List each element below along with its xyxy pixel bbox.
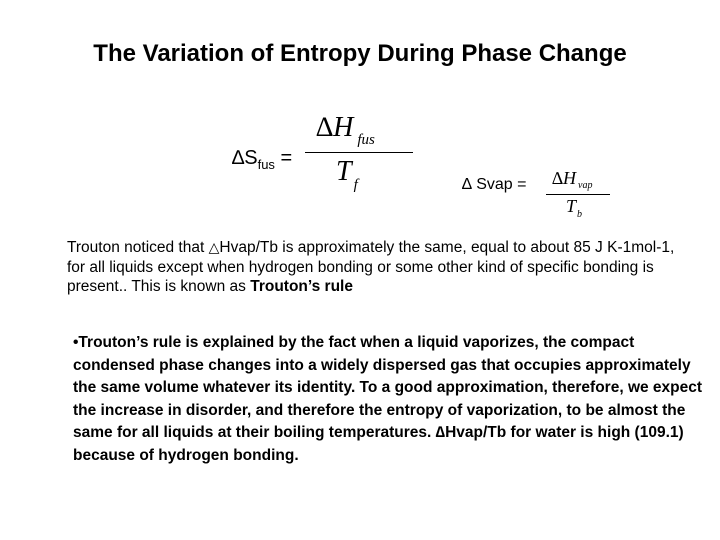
entropy-fusion-lhs bbox=[232, 147, 292, 170]
trouton-rule-explanation bbox=[73, 332, 718, 467]
bullet-text-end: Hvap/Tb for water is high (109.1) because of hydrogen bonding. bbox=[73, 424, 684, 464]
trouton-paragraph bbox=[67, 238, 687, 297]
delta-icon: △ bbox=[208, 239, 220, 255]
fusion-subscript: fus bbox=[257, 157, 275, 172]
equals-sign: = bbox=[280, 147, 293, 169]
delta-symbol: ∆ bbox=[232, 147, 245, 169]
fusion-temperature-denominator bbox=[336, 156, 358, 193]
delta-icon: ∆ bbox=[435, 424, 446, 441]
delta-symbol: ∆ bbox=[316, 112, 334, 143]
enthalpy-symbol: H bbox=[563, 168, 577, 188]
temperature-symbol: T bbox=[566, 196, 577, 216]
enthalpy-symbol: H bbox=[333, 112, 354, 143]
fraction-bar bbox=[546, 194, 610, 195]
fraction-bar bbox=[305, 152, 413, 153]
enthalpy-vaporization-numerator bbox=[552, 168, 593, 191]
boiling-temperature-denominator bbox=[566, 196, 583, 220]
entropy-vaporization-lhs: ∆ Svap = bbox=[462, 176, 527, 193]
paragraph-text-end: Hvap/Tb is approximately the same, equal to about 85 J K-1mol-1, for all liquids except when hydrogen bonding or some other kind of specific bonding is present.. This is known as bbox=[67, 239, 675, 295]
slide-title: The Variation of Entropy During Phase Change bbox=[93, 40, 627, 67]
temperature-subscript: b bbox=[577, 209, 583, 220]
fusion-subscript: fus bbox=[357, 132, 375, 148]
vaporization-subscript: vap bbox=[578, 180, 593, 191]
paragraph-text-start: Trouton noticed that bbox=[67, 239, 209, 256]
temperature-subscript: f bbox=[353, 177, 358, 193]
enthalpy-fusion-numerator bbox=[316, 112, 375, 148]
trouton-rule-label: Trouton’s rule bbox=[250, 278, 353, 295]
bullet-text-start: •Trouton’s rule is explained by the fact when a liquid vaporizes, the compact condensed phase changes into a widely dispersed gas that occupies approximately the same volume whatever its identity. To a good approximation, therefore, we expect the increase in disorder, and therefore the entropy of vaporization, to be almost the same for all liquids at their boiling temperatures. bbox=[73, 334, 703, 441]
delta-symbol: ∆ bbox=[552, 168, 564, 188]
temperature-symbol: T bbox=[336, 156, 352, 187]
entropy-symbol: S bbox=[244, 147, 258, 169]
